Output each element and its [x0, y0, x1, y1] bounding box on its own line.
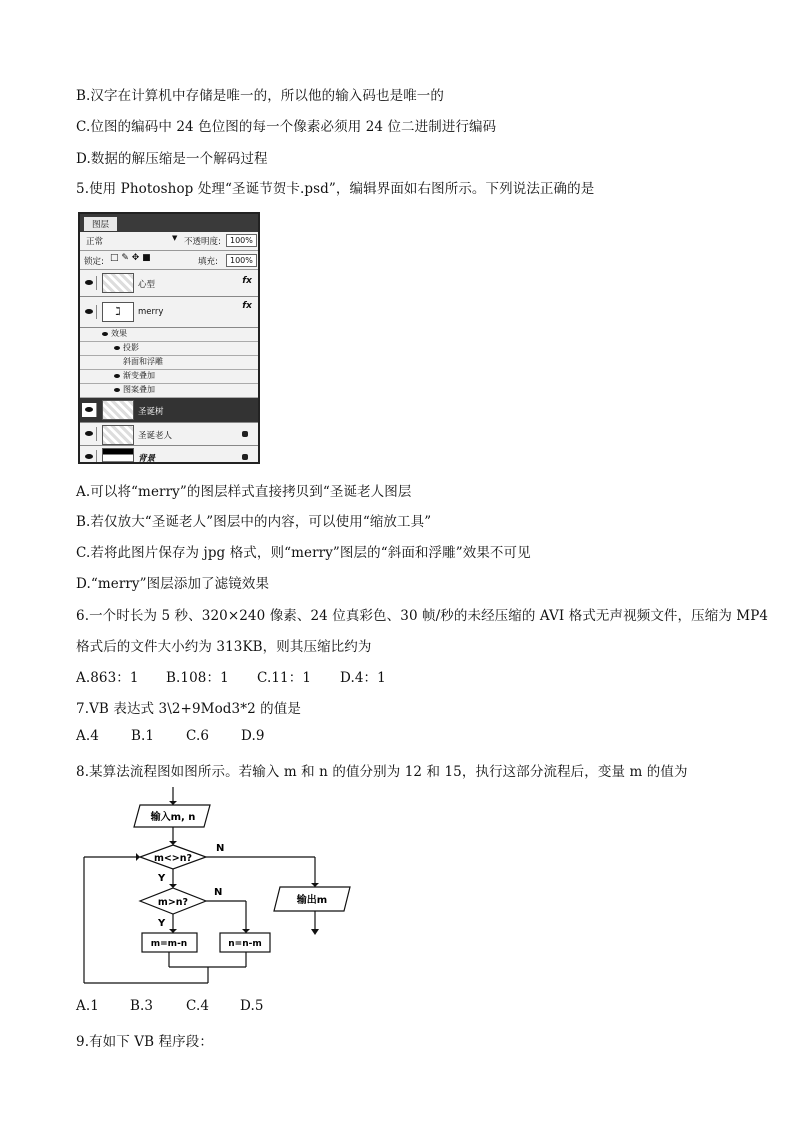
flow-no-label-2: N	[214, 887, 223, 898]
effect-label: 渐变叠加	[123, 371, 155, 380]
dropdown-arrow-icon: ▼	[172, 234, 178, 242]
q8-options	[76, 998, 264, 1014]
effect-bevel	[80, 356, 258, 370]
q5-stem: 5.使用 Photoshop 处理“圣诞节贺卡.psd”，编辑界面如右图所示。下列说法正确的是	[76, 181, 595, 197]
eye-icon	[82, 427, 97, 441]
effect-label: 斜面和浮雕	[123, 357, 163, 366]
effect-shadow	[80, 342, 258, 356]
layer-name: merry	[138, 307, 164, 317]
eye-icon	[114, 388, 120, 392]
panel-tab-bar	[80, 214, 258, 232]
q4-option-b: B.汉字在计算机中存储是唯一的，所以他的输入码也是唯一的	[76, 88, 445, 104]
q7-stem: 7.VB 表达式 3\2+9Mod3*2 的值是	[76, 701, 301, 717]
layer-merry	[80, 297, 258, 328]
effect-label: 投影	[123, 343, 139, 352]
eye-icon	[82, 403, 97, 417]
q8-option-b: B.3	[130, 998, 154, 1014]
fx-icon: fx	[242, 276, 252, 286]
lock-icon	[242, 454, 248, 460]
fill-label: 填充:	[198, 257, 218, 267]
eye-icon	[114, 346, 120, 350]
layer-thumbnail	[102, 425, 134, 445]
q8-option-c: C.4	[186, 998, 210, 1014]
layer-name: 圣诞老人	[138, 431, 173, 441]
effects-label: 效果	[111, 329, 127, 338]
q6-options	[76, 666, 386, 686]
flow-no-label-1: N	[216, 843, 225, 854]
q7-option-d: D.9	[241, 728, 265, 744]
flow-output: 输出m	[296, 895, 328, 906]
q5-option-d: D.“merry”图层添加了滤镜效果	[76, 576, 270, 592]
q8-stem: 8.某算法流程图如图所示。若输入 m 和 n 的值分别为 12 和 15，执行这部分流程后，变量 m 的值为	[76, 764, 688, 780]
q5-option-b: B.若仅放大“圣诞老人”图层中的内容，可以使用“缩放工具”	[76, 514, 432, 530]
flow-input: 输入m, n	[150, 812, 196, 823]
opacity-label: 不透明度:	[184, 237, 221, 247]
flow-cond2: m>n?	[157, 897, 189, 908]
q7-option-b: B.1	[131, 728, 155, 744]
q7-options	[76, 728, 265, 744]
lock-icons: □ ✎ ✥ ■	[110, 253, 151, 263]
eye-icon	[82, 305, 97, 319]
q4-option-c: C.位图的编码中 24 色位图的每一个像素必须用 24 位二进制进行编码	[76, 119, 497, 135]
fx-icon: fx	[242, 301, 252, 311]
layer-thumbnail	[102, 400, 134, 420]
q7-option-a: A.4	[76, 728, 99, 744]
layer-thumbnail: ℷ	[102, 302, 134, 322]
q5-option-a: A.可以将“merry”的图层样式直接拷贝到“圣诞老人图层	[76, 484, 412, 500]
layer-name: 心型	[138, 280, 156, 290]
blend-mode: 正常	[86, 237, 104, 247]
q9-stem: 9.有如下 VB 程序段：	[76, 1034, 213, 1050]
layer-heart	[80, 270, 258, 297]
effect-pattern	[80, 384, 258, 398]
lock-icon	[242, 431, 248, 437]
layer-tree	[80, 398, 258, 423]
q6-stem-line1: 6.一个时长为 5 秒、320×240 像素、24 位真彩色、30 帧/秒的未经压缩的 AVI 格式无声视频文件，压缩为 MP4	[76, 608, 769, 624]
blend-row	[80, 232, 258, 251]
layer-thumbnail	[102, 273, 134, 293]
algorithm-flowchart	[80, 785, 370, 990]
eye-icon	[82, 450, 97, 464]
effects-row	[80, 328, 258, 342]
q8-option-a: A.1	[76, 998, 99, 1014]
layer-background	[80, 446, 258, 464]
fill-value: 100%	[226, 254, 257, 267]
flow-proc-m: m=m-n	[150, 939, 188, 949]
flow-cond1: m<>n?	[153, 853, 193, 864]
q6-option-b: B.108：1	[166, 670, 229, 686]
photoshop-layers-panel	[78, 212, 260, 464]
eye-icon	[82, 276, 97, 290]
layer-thumbnail	[102, 448, 134, 464]
flow-yes-label-1: Y	[158, 873, 166, 884]
effect-gradient	[80, 370, 258, 384]
q6-option-d: D.4：1	[340, 670, 386, 686]
layer-name: 背景	[138, 454, 156, 464]
q7-option-c: C.6	[186, 728, 210, 744]
effect-label: 图案叠加	[123, 385, 155, 394]
eye-icon	[102, 332, 108, 336]
lock-label: 锁定:	[84, 257, 104, 267]
layer-santa	[80, 423, 258, 446]
flow-yes-label-2: Y	[158, 918, 166, 929]
q4-option-d: D.数据的解压缩是一个解码过程	[76, 151, 268, 167]
layer-name: 圣诞树	[138, 407, 164, 417]
eye-icon	[114, 374, 120, 378]
flow-proc-n: n=n-m	[228, 939, 262, 949]
q8-option-d: D.5	[240, 998, 264, 1014]
layers-tab: 图层	[84, 217, 117, 231]
q5-option-c: C.若将此图片保存为 jpg 格式，则“merry”图层的“斜面和浮雕”效果不可见	[76, 545, 531, 561]
q6-option-a: A.863：1	[76, 670, 139, 686]
q6-stem-line2: 格式后的文件大小约为 313KB，则其压缩比约为	[76, 639, 372, 655]
opacity-value: 100%	[226, 234, 257, 247]
lock-row	[80, 251, 258, 270]
q6-option-c: C.11：1	[257, 670, 312, 686]
